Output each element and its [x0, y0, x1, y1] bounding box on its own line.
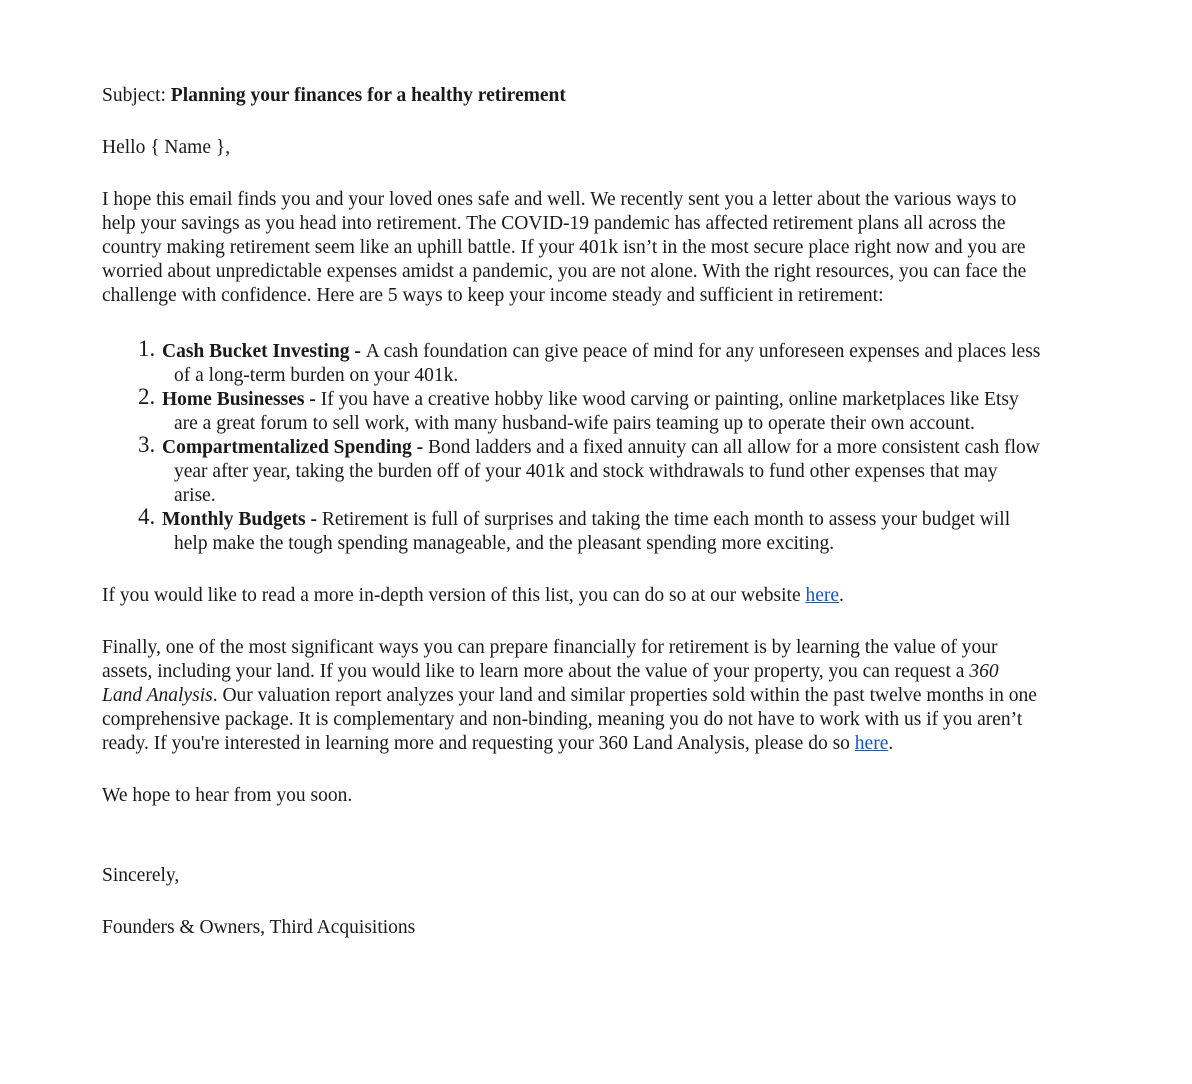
list-item — [102, 336, 1042, 388]
land-analysis-text-1: Finally, one of the most significant ways you can prepare financially for retirement is by learning the value of your assets, including your land. If you would like to learn more about the value of your property, you can request a — [102, 637, 998, 682]
website-end: . — [839, 585, 844, 606]
list-item — [102, 432, 1042, 508]
list-item-title: Home Businesses - — [162, 389, 321, 410]
website-text: If you would like to read a more in-depth version of this list, you can do so at our website — [102, 585, 806, 606]
subject-line — [102, 84, 1042, 108]
list-item-text: Retirement is full of surprises and taking the time each month to assess your budget will help make the tough spending manageable, and the pleasant spending more exciting. — [174, 509, 1011, 554]
website-paragraph — [102, 584, 1042, 608]
list-item-title: Cash Bucket Investing - — [162, 341, 366, 362]
email-body — [102, 84, 1042, 940]
signature: Founders & Owners, Third Acquisitions — [102, 917, 416, 938]
list-item — [102, 384, 1042, 436]
list-item-number: 1. — [138, 336, 156, 361]
land-analysis-paragraph — [102, 636, 1042, 756]
land-analysis-text-2: . Our valuation report analyzes your land and similar properties sold within the past twelve months in one comprehensive package. It is complementary and non-binding, meaning you do not have to work with us if you aren’t ready. If you're interested in learning more and requesting your 360 Land Analysis, please do so — [102, 685, 1037, 754]
greeting: Hello { Name }, — [102, 137, 231, 158]
closing-sincerely: Sincerely, — [102, 865, 180, 886]
land-analysis-here-link[interactable]: here — [854, 733, 889, 754]
list-item-text: A cash foundation can give peace of mind for any unforeseen expenses and places less of a long-term burden on your 401k. — [174, 341, 1041, 386]
land-analysis-title: 360 Land Analysis — [102, 661, 999, 706]
list-item-text: If you have a creative hobby like wood carving or painting, online marketplaces like Etsy are a great forum to sell work, with many husband-wife pairs teaming up to operate their own account. — [174, 389, 1019, 434]
list-item-text: Bond ladders and a fixed annuity can all allow for a more consistent cash flow year after year, taking the burden off of your 401k and stock withdrawals to fund other expenses that may arise. — [174, 437, 1040, 506]
intro-paragraph: I hope this email finds you and your loved ones safe and well. We recently sent you a letter about the various ways to help your savings as you head into retirement. The COVID-19 pandemic has affected retirement plans all across the country making retirement seem like an uphill battle. If your 401k isn’t in the most secure place right now and you are worried about unpredictable expenses amidst a pandemic, you are not alone. With the right resources, you can face the challenge with confidence. Here are 5 ways to keep your income steady and sufficient in retirement: — [102, 189, 1027, 306]
tips-list — [102, 336, 1042, 556]
list-item-title: Compartmentalized Spending - — [162, 437, 428, 458]
list-item-title: Monthly Budgets - — [162, 509, 322, 530]
list-item-number: 4. — [138, 504, 156, 529]
land-analysis-end: . — [888, 733, 894, 754]
list-item-number: 2. — [138, 384, 156, 409]
list-item — [102, 504, 1042, 556]
website-here-link[interactable]: here — [805, 585, 840, 606]
closing-hope: We hope to hear from you soon. — [102, 785, 353, 806]
subject-text: Planning your finances for a healthy retirement — [170, 85, 566, 106]
subject-label: Subject: — [102, 85, 171, 106]
list-item-number: 3. — [138, 432, 156, 457]
